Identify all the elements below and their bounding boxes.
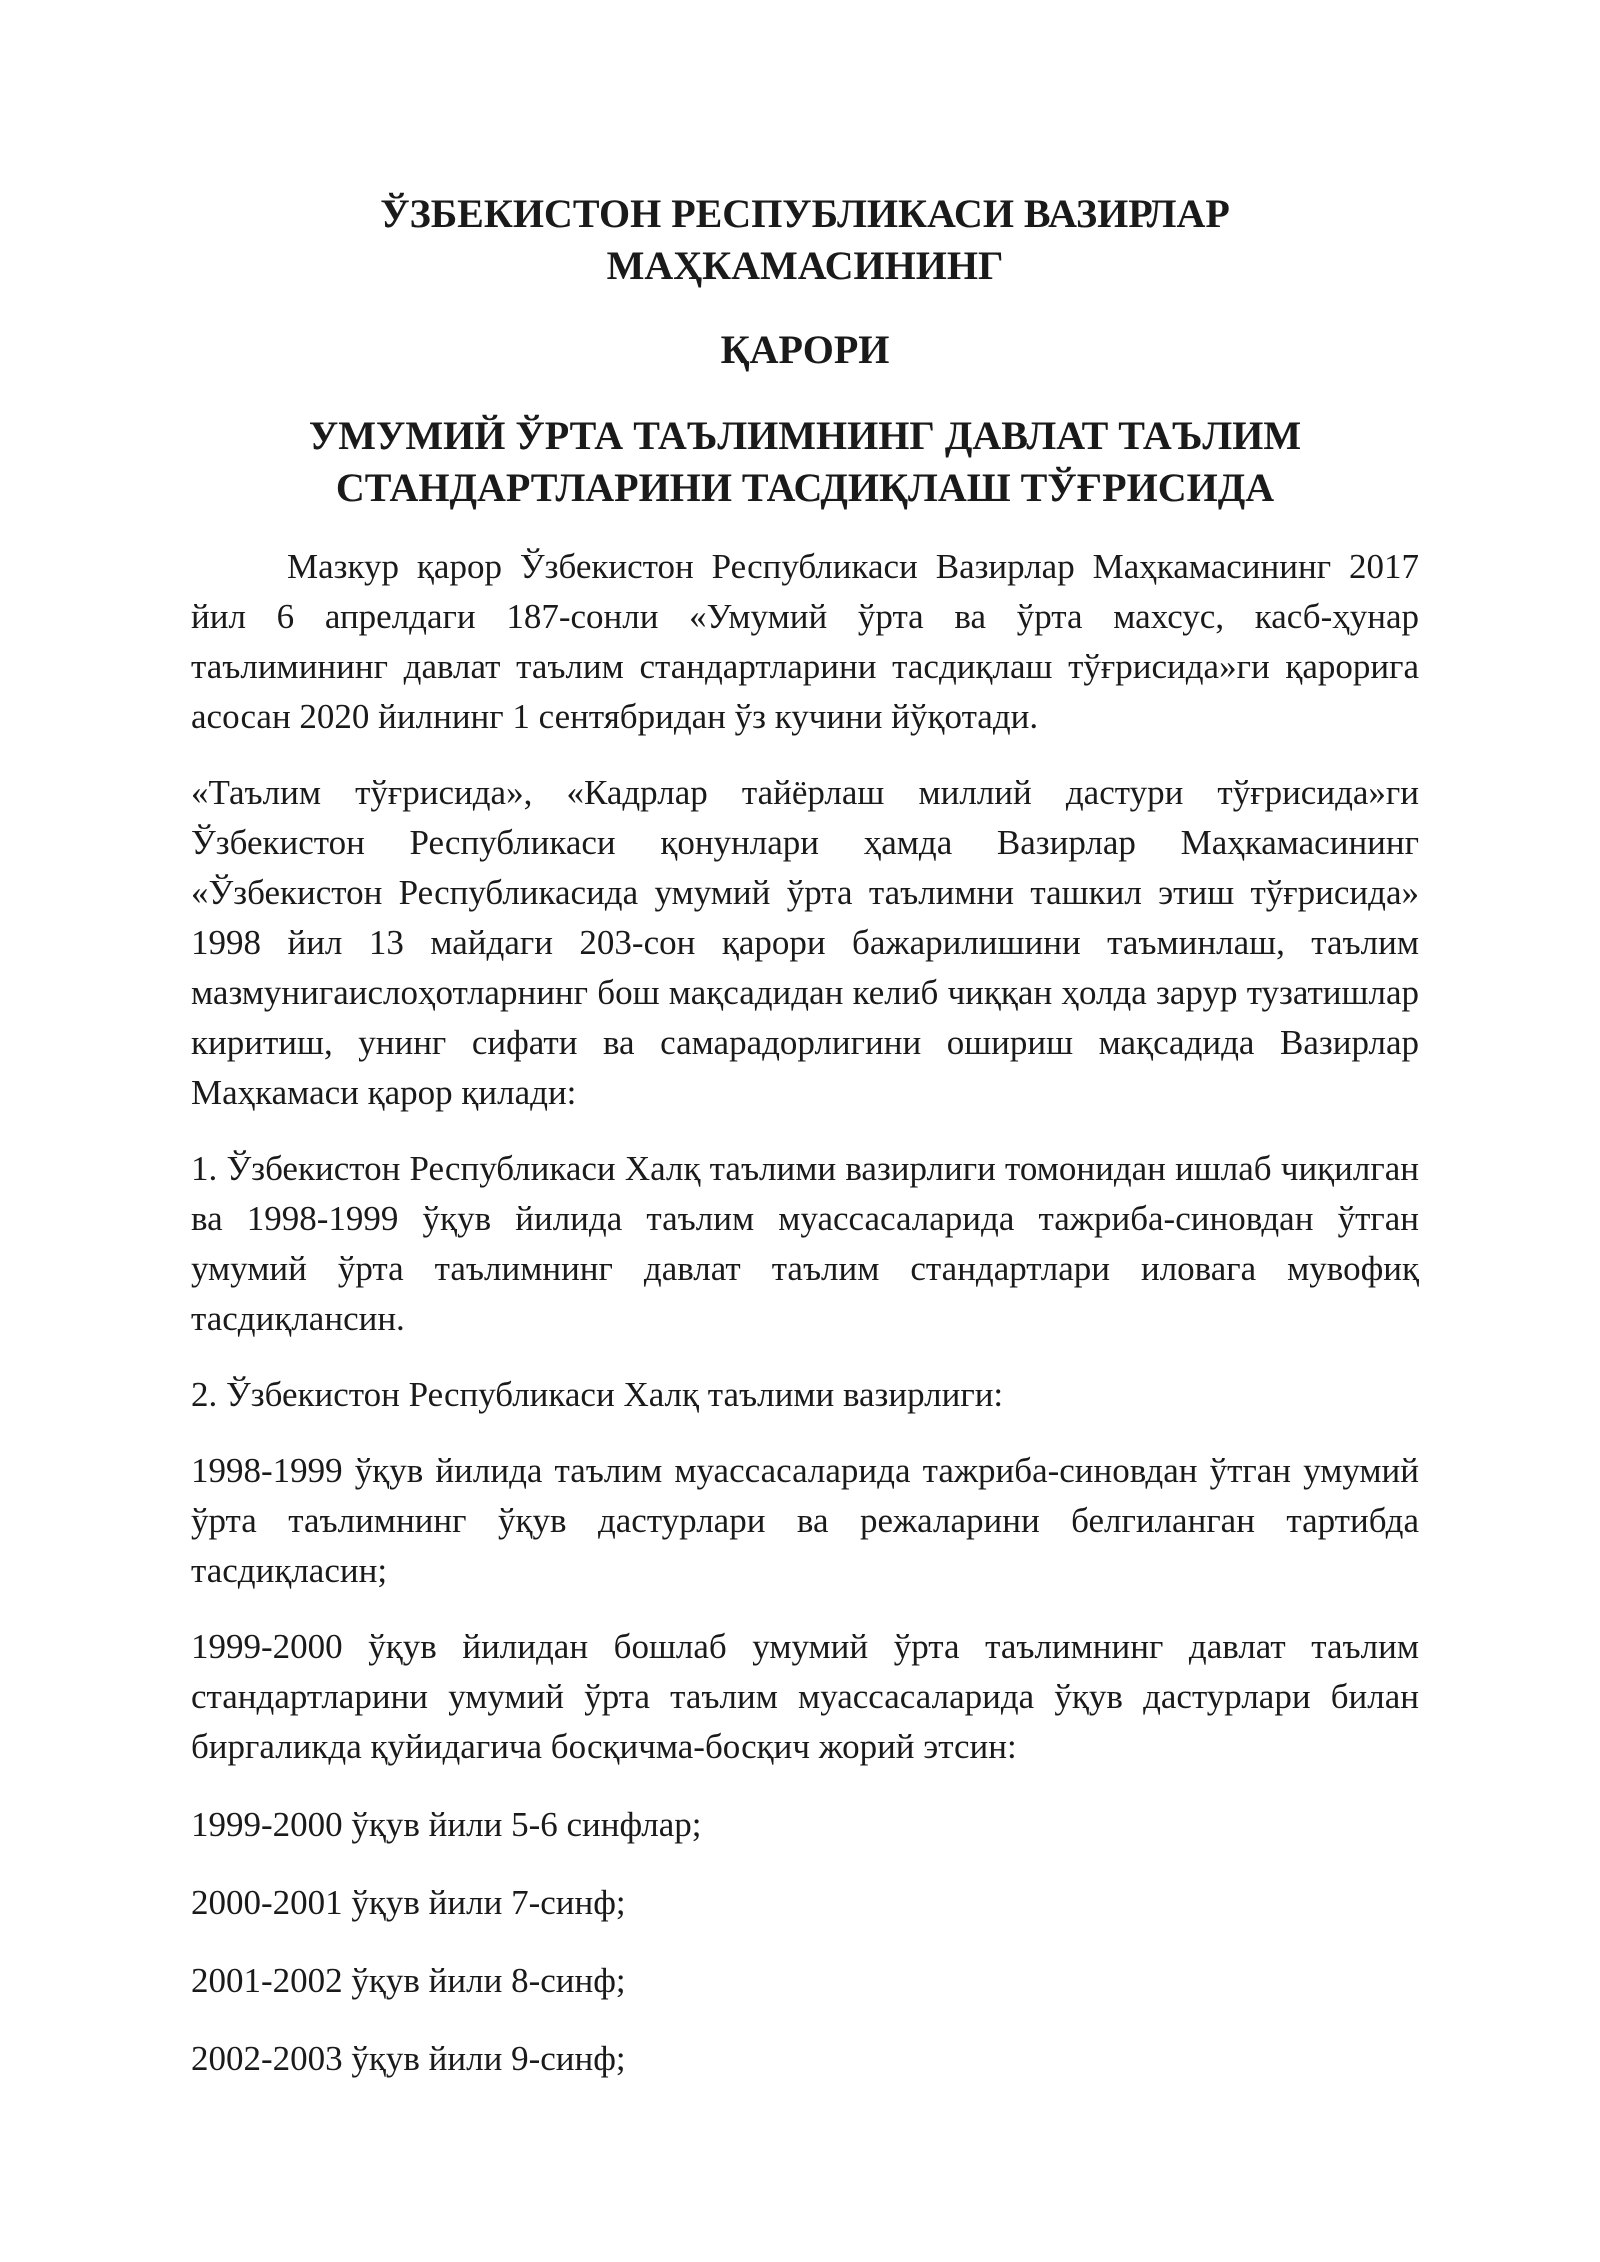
paragraph-preamble-note: Мазкур қарор Ўзбекистон Республикаси Вазирлар Маҳкамасининг 2017 йил 6 апрелдаги 187-сонли «Умумий ўрта ва ўрта махсус, касб-ҳунар таълимининг давлат таълим стандартларини тасдиқлаш тўғрисида»ги қарорига асосан 2020 йилнинг 1 сентябридан ўз кучини йўқотади. [191,547,1419,736]
decision-subject [191,410,1419,514]
subject-line-2: СТАНДАРТЛАРИНИ ТАСДИҚЛАШ ТЎҒРИСИДА [335,465,1275,510]
paragraph-item-2: 2. Ўзбекистон Республикаси Халқ таълими вазирлиги: [191,1375,1004,1414]
schedule-item: 2000-2001 ўқув йили 7-синф; [191,1883,626,1922]
paragraph-item-2-implement: 1999-2000 ўқув йилидан бошлаб умумий ўрта таълимнинг давлат таълим стандартларини умумий ўрта таълим муассасаларида ўқув дастурлари билан биргаликда қуйидагича босқичма-босқич жорий этсин: [191,1627,1419,1766]
paragraph-item-2-approve: 1998-1999 ўқув йилида таълим муассасаларида тажриба-синовдан ўтган умумий ўрта таълимнинг ўқув дастурлари ва режаларини белгиланган тартибда тасдиқласин; [191,1451,1419,1590]
subject-line-1: УМУМИЙ ЎРТА ТАЪЛИМНИНГ ДАВЛАТ ТАЪЛИМ [308,413,1302,458]
paragraph-basis: «Таълим тўғрисида», «Кадрлар тайёрлаш миллий дастури тўғрисида»ги Ўзбекистон Республикаси қонунлари ҳамда Вазирлар Маҳкамасининг «Ўзбекистон Республикасида умумий ўрта таълимни ташкил этиш тўғрисида» 1998 йил 13 майдаги 203-сон қарори бажарилишини таъминлаш, таълим мазмунигаислоҳотларнинг бош мақсадидан келиб чиққан ҳолда зарур тузатишлар киритиш, унинг сифати ва самарадорлигини ошириш мақсадида Вазирлар Маҳкамаси қарор қилади: [191,773,1419,1112]
schedule-item: 2002-2003 ўқув йили 9-синф; [191,2039,626,2078]
paragraph-item-1: 1. Ўзбекистон Республикаси Халқ таълими вазирлиги томонидан ишлаб чиқилган ва 1998-1999 ўқув йилида таълим муассасаларида тажриба-синовдан ўтган умумий ўрта таълимнинг давлат таълим стандартлари иловага мувофиқ тасдиқлансин. [191,1149,1419,1338]
schedule-item: 2001-2002 ўқув йили 8-синф; [191,1961,626,2000]
decision-heading: ҚАРОРИ [720,327,890,372]
title-line-1: ЎЗБЕКИСТОН РЕСПУБЛИКАСИ ВАЗИРЛАР [380,191,1230,236]
schedule-item: 1999-2000 ўқув йили 5-6 синфлар; [191,1805,702,1844]
document-page [191,0,1419,2084]
title-line-2: МАҲКАМАСИНИНГ [606,243,1004,288]
document-title [191,188,1419,292]
